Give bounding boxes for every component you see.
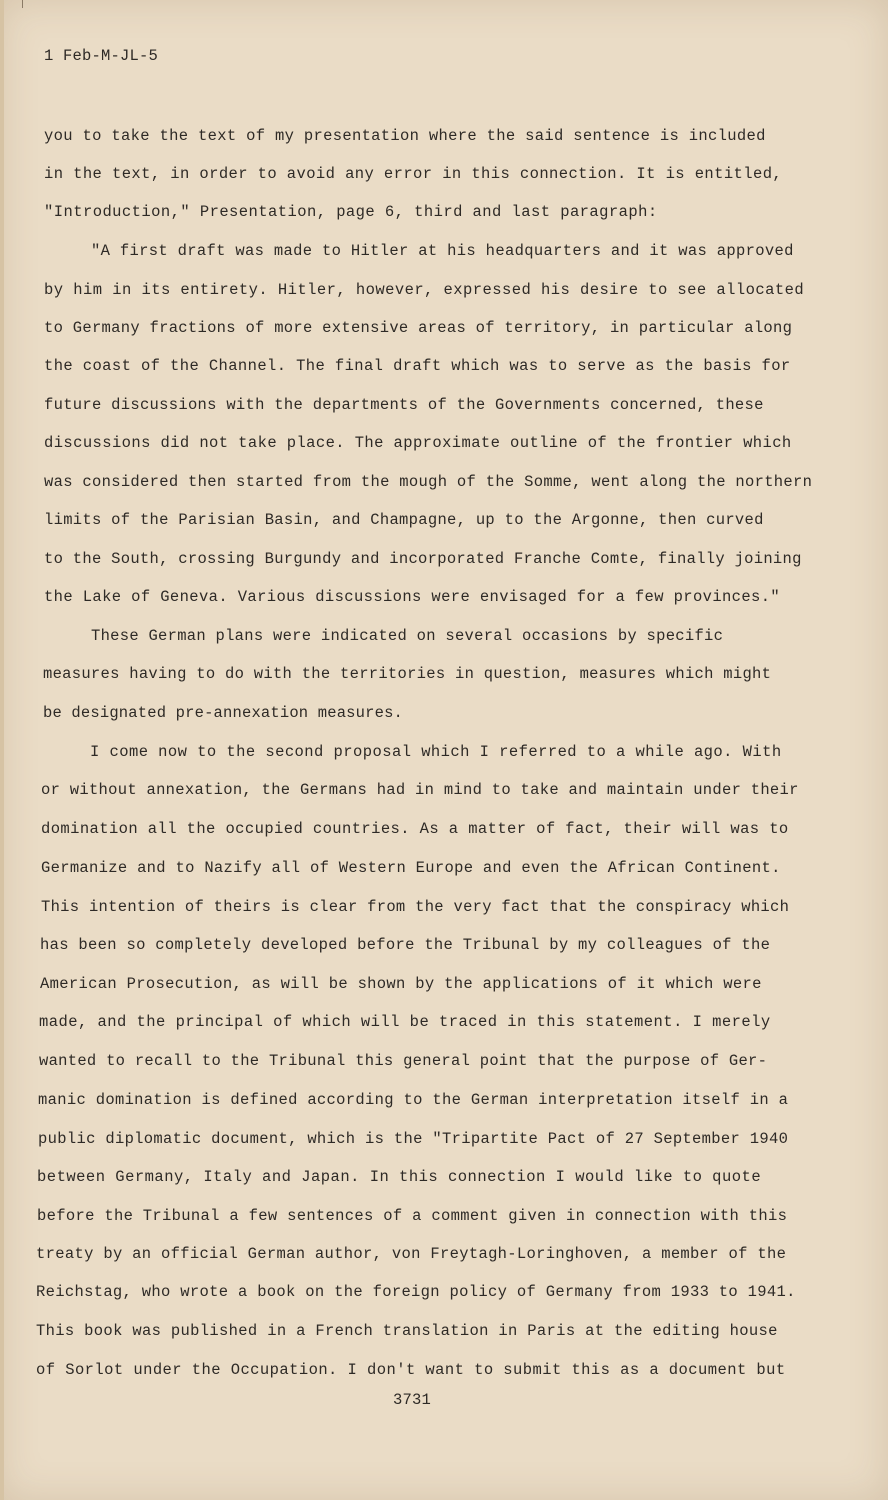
- text-line: treaty by an official German author, von Freytagh-Loringhoven, a member of the: [36, 1245, 787, 1263]
- text-line: to Germany fractions of more extensive areas of territory, in particular along: [44, 319, 793, 337]
- text-line: domination all the occupied countries. As a matter of fact, their will was to: [41, 820, 789, 838]
- text-line: public diplomatic document, which is the "Tripartite Pact of 27 September 1940: [38, 1130, 789, 1148]
- text-line: the coast of the Channel. The final draft which was to serve as the basis for: [44, 357, 791, 375]
- text-line: was considered then started from the mough of the Somme, went along the northern: [44, 473, 813, 491]
- text-line: manic domination is defined according to the German interpretation itself in a: [38, 1091, 789, 1109]
- text-line: before the Tribunal a few sentences of a comment given in connection with this: [37, 1207, 788, 1225]
- text-line: by him in its entirety. Hitler, however, expressed his desire to see allocated: [44, 281, 805, 299]
- text-line: to the South, crossing Burgundy and incorporated Franche Comte, finally joining: [44, 550, 802, 568]
- text-line: in the text, in order to avoid any error in this connection. It is entitled,: [44, 165, 783, 183]
- text-line: wanted to recall to the Tribunal this general point that the purpose of Ger-: [39, 1052, 768, 1070]
- text-line: "A first draft was made to Hitler at his headquarters and it was approved: [91, 242, 794, 260]
- text-line: has been so completely developed before the Tribunal by my colleagues of the: [40, 936, 771, 954]
- text-line: Reichstag, who wrote a book on the foreign policy of Germany from 1933 to 1941.: [36, 1283, 796, 1301]
- text-line: discussions did not take place. The approximate outline of the frontier which: [44, 434, 792, 452]
- text-line: you to take the text of my presentation where the said sentence is included: [44, 127, 766, 145]
- text-line: or without annexation, the Germans had in mind to take and maintain under their: [41, 781, 799, 799]
- text-line: of Sorlot under the Occupation. I don't want to submit this as a document but: [36, 1361, 786, 1379]
- text-line: made, and the principal of which will be traced in this statement. I merely: [39, 1013, 771, 1031]
- text-line: the Lake of Geneva. Various discussions were envisaged for a few provinces.": [44, 588, 781, 606]
- text-line: future discussions with the departments of the Governments concerned, these: [44, 396, 764, 414]
- text-line: between Germany, Italy and Japan. In this connection I would like to quote: [37, 1168, 762, 1186]
- text-line: "Introduction," Presentation, page 6, third and last paragraph:: [44, 203, 658, 221]
- text-line: be designated pre-annexation measures.: [43, 704, 404, 722]
- text-line: I come now to the second proposal which I referred to a while ago. With: [90, 743, 782, 761]
- text-line: This intention of theirs is clear from the very fact that the conspiracy which: [41, 898, 790, 916]
- document-reference: 1 Feb-M-JL-5: [44, 47, 159, 65]
- text-line: measures having to do with the territories in question, measures which might: [43, 665, 772, 683]
- text-line: American Prosecution, as will be shown by the applications of it which were: [40, 975, 762, 993]
- text-line: This book was published in a French translation in Paris at the editing house: [36, 1322, 778, 1340]
- text-line: Germanize and to Nazify all of Western Europe and even the African Continent.: [41, 859, 781, 877]
- text-line: These German plans were indicated on several occasions by specific: [91, 627, 724, 645]
- page-number: 3731: [393, 1391, 432, 1409]
- text-line: limits of the Parisian Basin, and Champagne, up to the Argonne, then curved: [44, 511, 764, 529]
